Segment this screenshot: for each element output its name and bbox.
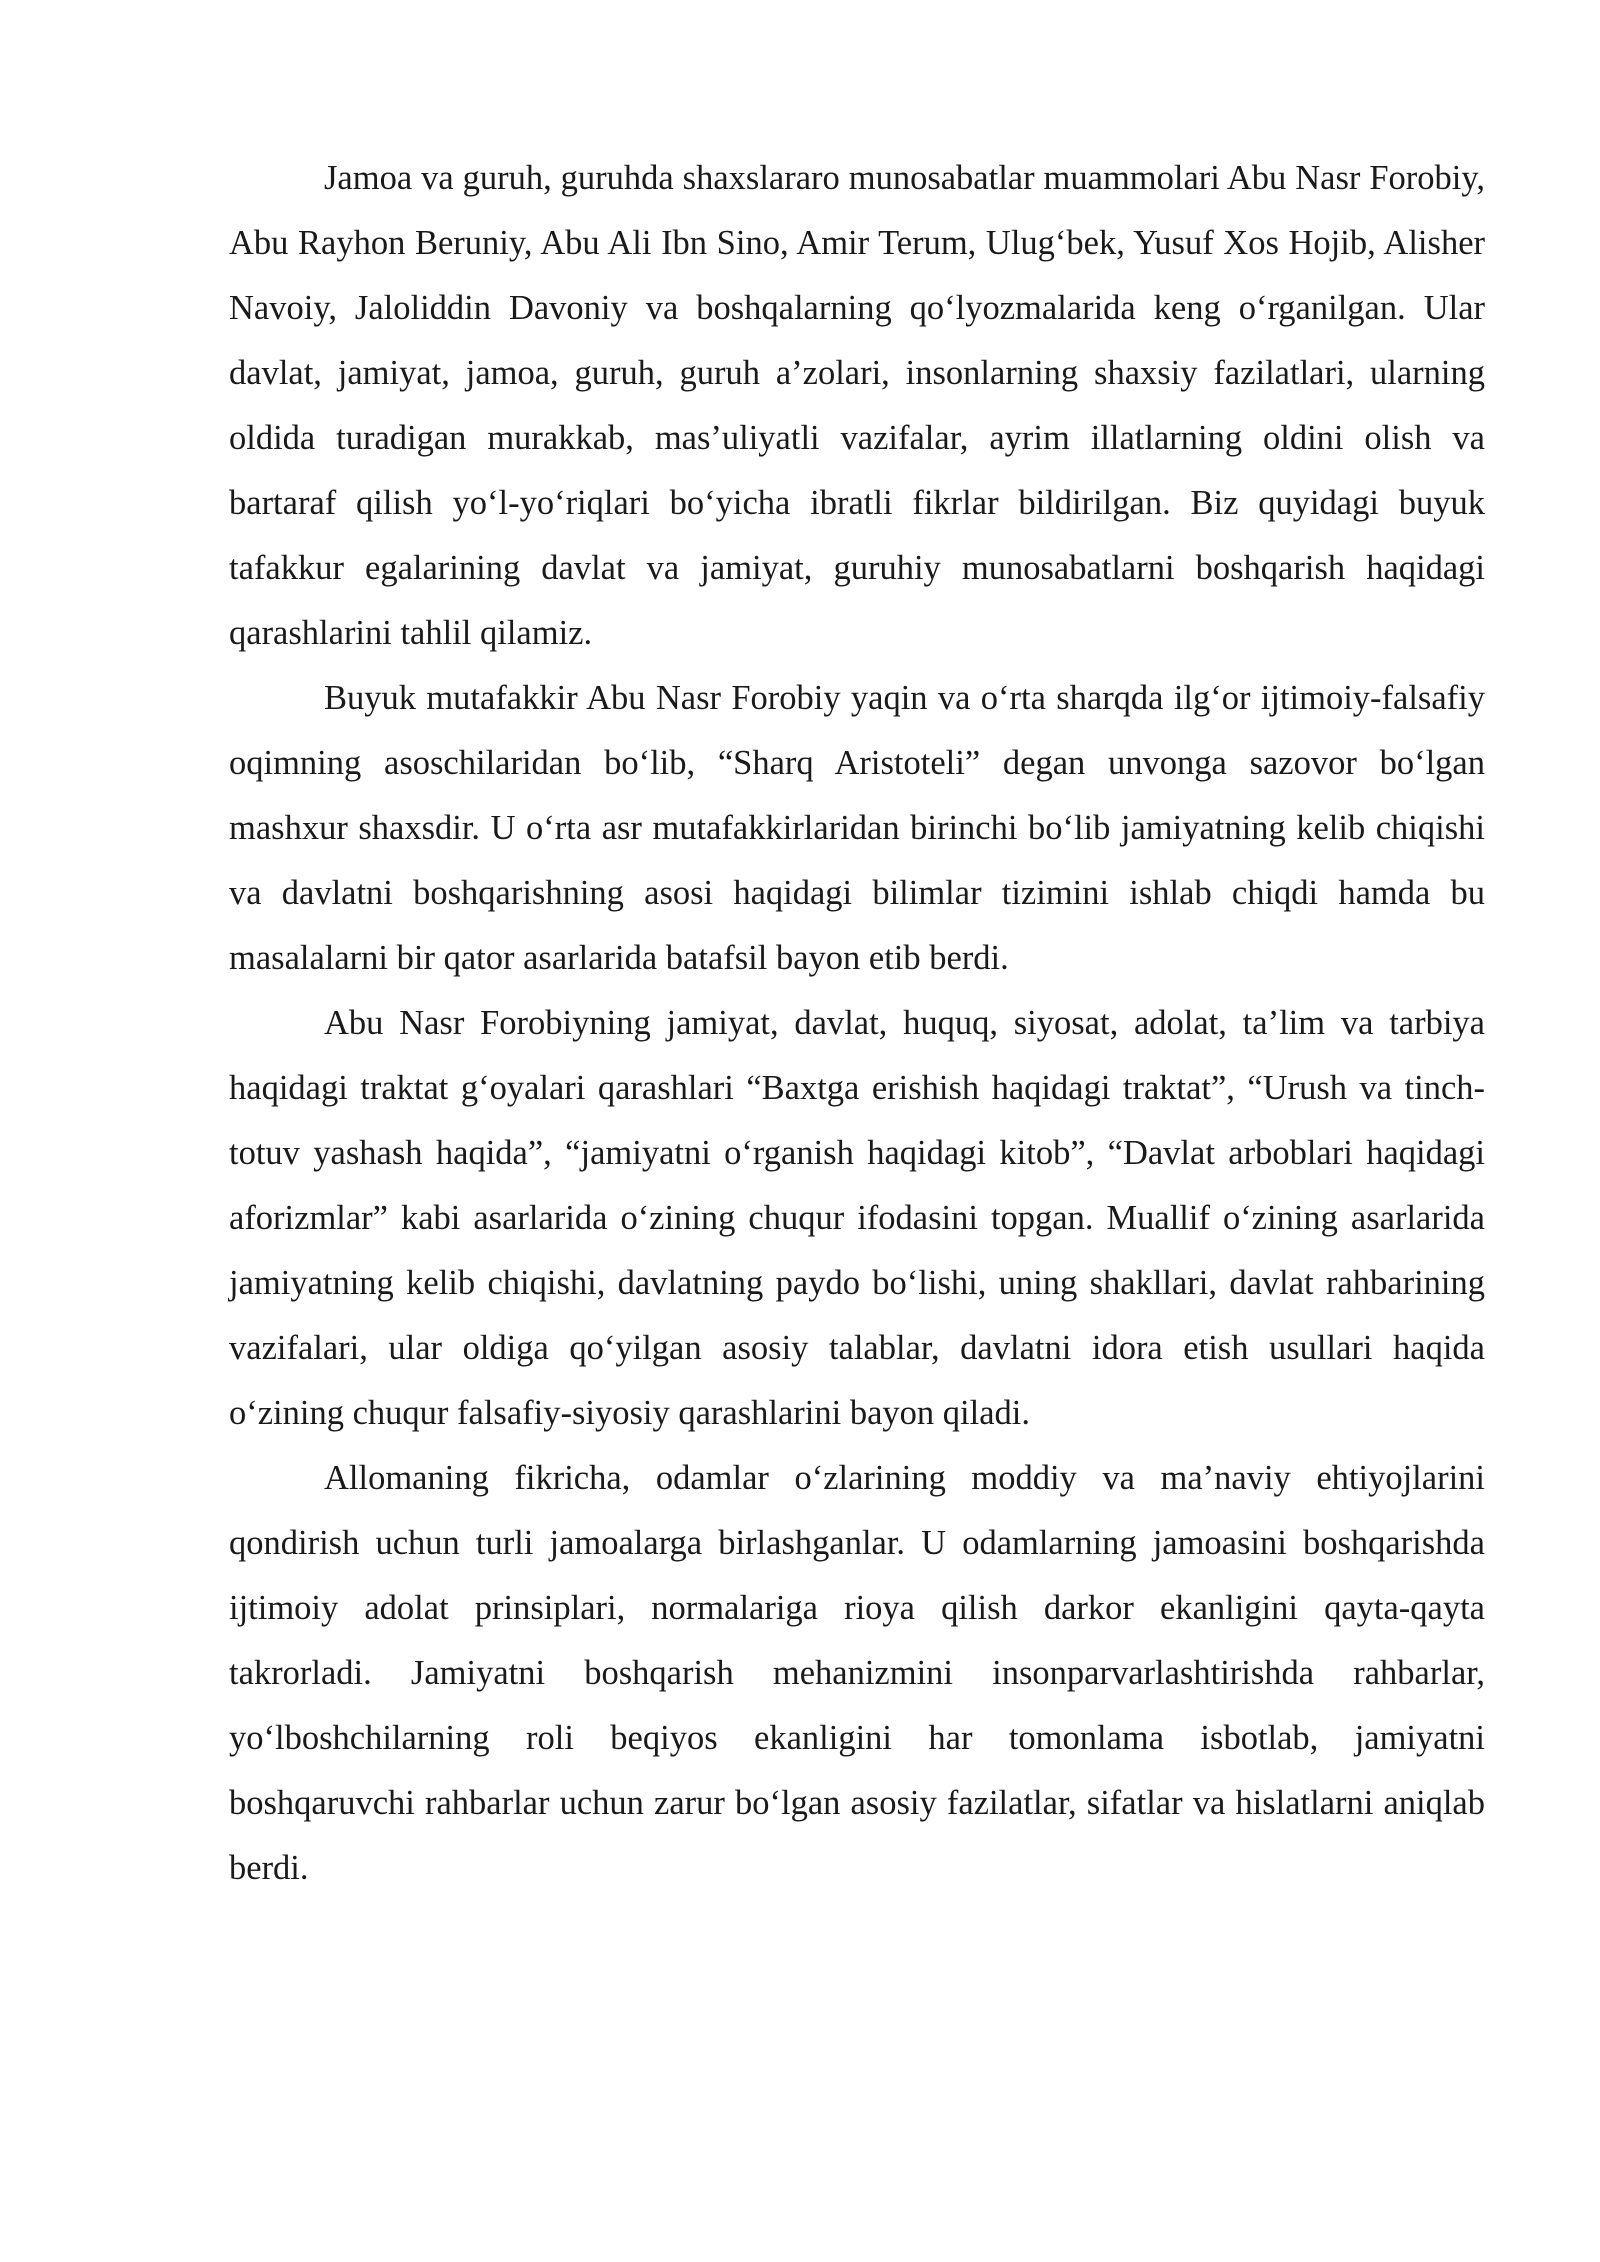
paragraph-4: Allomaning fikricha, odamlar o‘zlarining moddiy va ma’naviy ehtiyojlarini qondirish uchun turli jamoalarga birlashganlar. U odamlarning jamoasini boshqarishda ijtimoiy adolat prinsiplari, normalariga rioya qilish darkor ekanligini qayta-qayta takrorladi. Jamiyatni boshqarish mehanizmini insonparvarlashtirishda rahbarlar, yo‘lboshchilarning roli beqiyos ekanligini har tomonlama isbotlab, jamiyatni boshqaruvchi rahbarlar uchun zarur bo‘lgan asosiy fazilatlar, sifatlar va hislatlarni aniqlab berdi. xyxy=(229,1459,1485,1887)
paragraph-2: Buyuk mutafakkir Abu Nasr Forobiy yaqin va o‘rta sharqda ilg‘or ijtimoiy-falsafiy oqimning asoschilaridan bo‘lib, “Sharq Aristoteli” degan unvonga sazovor bo‘lgan mashxur shaxsdir. U o‘rta asr mutafakkirlaridan birinchi bo‘lib jamiyatning kelib chiqishi va davlatni boshqarishning asosi haqidagi bilimlar tizimini ishlab chiqdi hamda bu masalalarni bir qator asarlarida batafsil bayon etib berdi. xyxy=(229,679,1485,977)
paragraph-1: Jamoa va guruh, guruhda shaxslararo munosabatlar muammolari Abu Nasr Forobiy, Abu Rayhon Beruniy, Abu Ali Ibn Sino, Amir Terum, Ulug‘bek, Yusuf Xos Hojib, Alisher Navoiy, Jaloliddin Davoniy va boshqalarning qo‘lyozmalarida keng o‘rganilgan. Ular davlat, jamiyat, jamoa, guruh, guruh a’zolari, insonlarning shaxsiy fazilatlari, ularning oldida turadigan murakkab, mas’uliyatli vazifalar, ayrim illatlarning oldini olish va bartaraf qilish yo‘l-yo‘riqlari bo‘yicha ibratli fikrlar bildirilgan. Biz quyidagi buyuk tafakkur egalarining davlat va jamiyat, guruhiy munosabatlarni boshqarish haqidagi qarashlarini tahlil qilamiz. xyxy=(229,159,1485,652)
body-text xyxy=(229,146,1485,1901)
paragraph-3: Abu Nasr Forobiyning jamiyat, davlat, huquq, siyosat, adolat, ta’lim va tarbiya haqidagi traktat g‘oyalari qarashlari “Baxtga erishish haqidagi traktat”, “Urush va tinch-totuv yashash haqida”, “jamiyatni o‘rganish haqidagi kitob”, “Davlat arboblari haqidagi aforizmlar” kabi asarlarida o‘zining chuqur ifodasini topgan. Muallif o‘zining asarlarida jamiyatning kelib chiqishi, davlatning paydo bo‘lishi, uning shakllari, davlat rahbarining vazifalari, ular oldiga qo‘yilgan asosiy talablar, davlatni idora etish usullari haqida o‘zining chuqur falsafiy-siyosiy qarashlarini bayon qiladi. xyxy=(229,1004,1485,1432)
